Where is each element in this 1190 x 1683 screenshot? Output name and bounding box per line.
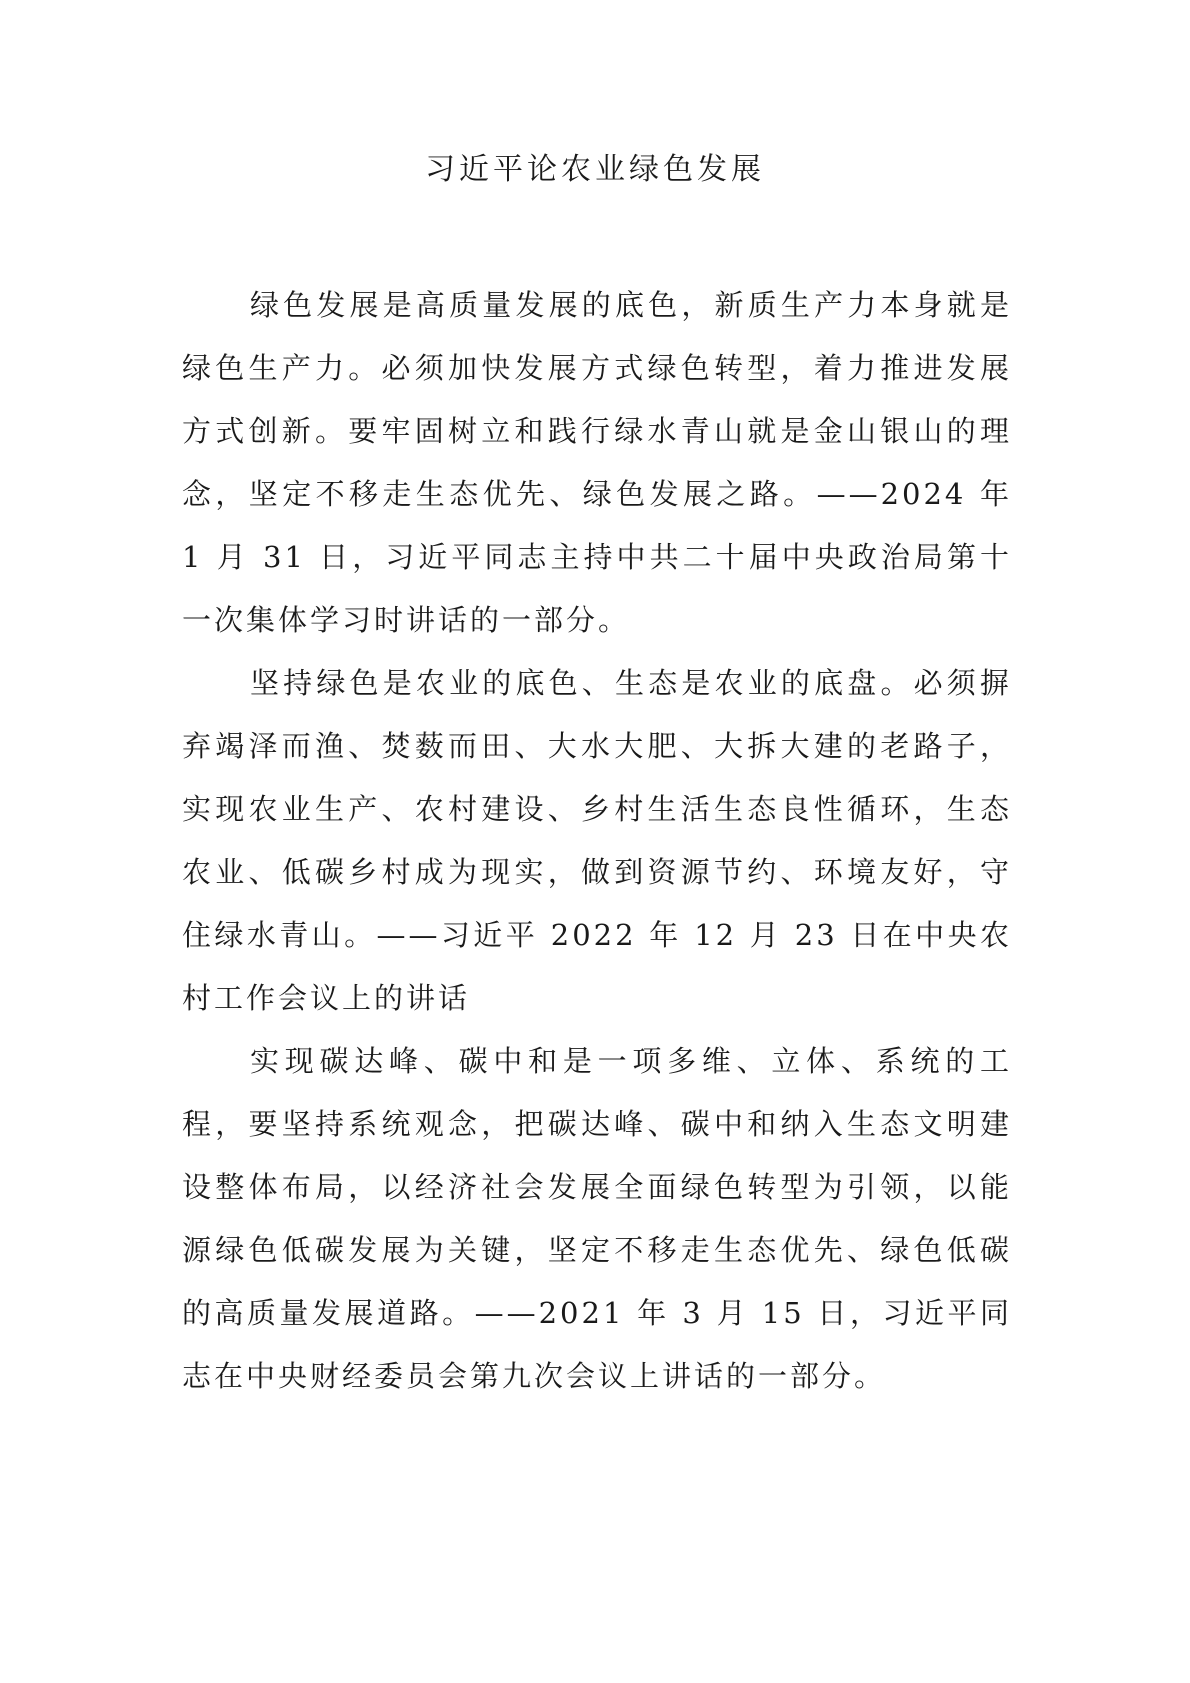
document-title: 习近平论农业绿色发展 [425, 152, 765, 187]
paragraph-1: 绿色发展是高质量发展的底色，新质生产力本身就是绿色生产力。必须加快发展方式绿色转型，着力推进发展方式创新。要牢固树立和践行绿水青山就是金山银山的理念，坚定不移走生态优先、绿色发展之路。——2024 年 1 月 31 日，习近平同志主持中共二十届中央政治局第十一次集体学习时讲话的一部分。 [182, 288, 1012, 637]
document-body [182, 274, 1012, 1408]
paragraph-2: 坚持绿色是农业的底色、生态是农业的底盘。必须摒弃竭泽而渔、焚薮而田、大水大肥、大拆大建的老路子，实现农业生产、农村建设、乡村生活生态良性循环，生态农业、低碳乡村成为现实，做到资源节约、环境友好，守住绿水青山。——习近平 2022 年 12 月 23 日在中央农村工作会议上的讲话 [182, 666, 1012, 1015]
paragraph-3: 实现碳达峰、碳中和是一项多维、立体、系统的工程，要坚持系统观念，把碳达峰、碳中和纳入生态文明建设整体布局，以经济社会发展全面绿色转型为引领，以能源绿色低碳发展为关键，坚定不移走生态优先、绿色低碳的高质量发展道路。——2021 年 3 月 15 日，习近平同志在中央财经委员会第九次会议上讲话的一部分。 [182, 1044, 1012, 1393]
